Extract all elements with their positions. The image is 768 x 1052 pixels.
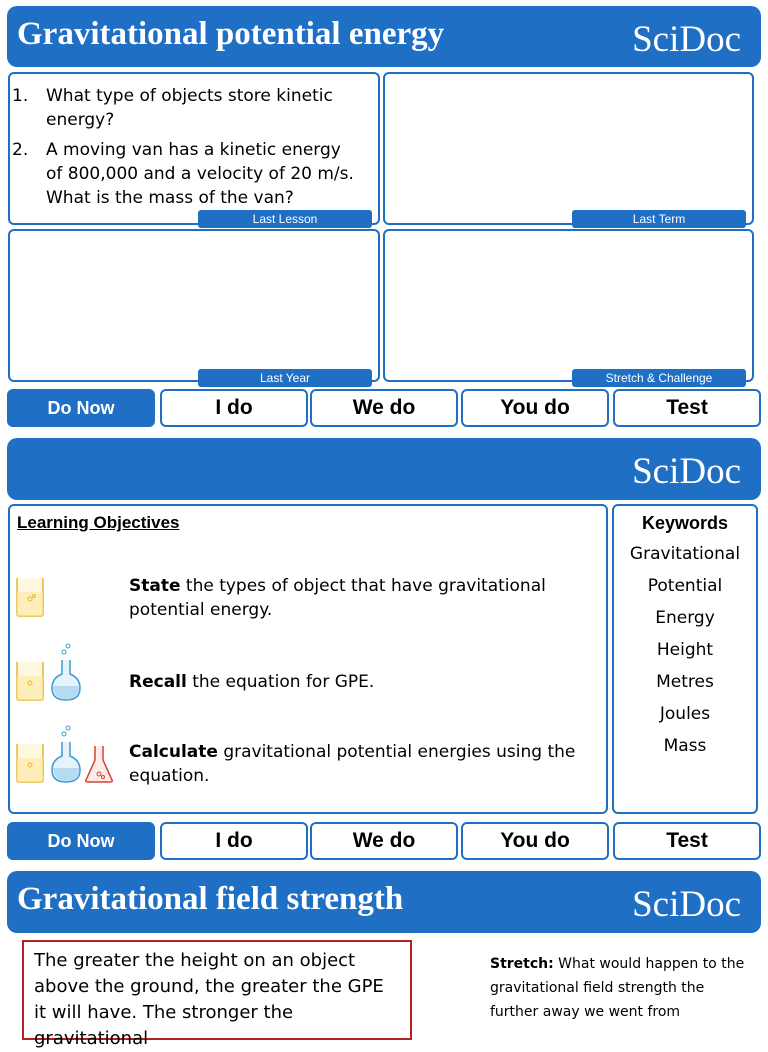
nav-you-do[interactable]: You do bbox=[461, 822, 609, 860]
learning-objectives-title: Learning Objectives bbox=[17, 513, 180, 532]
question-text: A moving van has a kinetic energy of 800,000 and a velocity of 20 m/s. What is the mass of the van? bbox=[46, 140, 354, 208]
nav-we-do[interactable]: We do bbox=[310, 822, 458, 860]
objective-verb: Calculate bbox=[129, 742, 218, 762]
beaker-icon bbox=[14, 574, 46, 618]
box-last-year bbox=[8, 229, 380, 382]
keyword-item: Gravitational bbox=[629, 544, 741, 564]
nav-i-do[interactable]: I do bbox=[160, 822, 308, 860]
nav-you-do[interactable]: You do bbox=[461, 389, 609, 427]
box-stretch-challenge bbox=[383, 229, 754, 382]
explanation-box bbox=[22, 940, 412, 1049]
nav-we-do[interactable]: We do bbox=[310, 389, 458, 427]
keyword-item: Height bbox=[656, 640, 714, 660]
keyword-item: Metres bbox=[656, 672, 714, 692]
nav-do-now[interactable]: Do Now bbox=[7, 389, 155, 427]
tag-stretch-challenge: Stretch & Challenge bbox=[572, 369, 746, 387]
question-number: 2. bbox=[12, 140, 29, 160]
beaker-icon bbox=[14, 658, 46, 702]
nav-do-now[interactable]: Do Now bbox=[7, 822, 155, 860]
objective-verb: State bbox=[129, 576, 181, 596]
explanation-text: The greater the height on an object above the ground, the greater the GPE it will have. The stronger the gravitational bbox=[34, 950, 384, 1049]
slide3-title-banner bbox=[7, 871, 761, 933]
objective-text: gravitational potential energies using the equation. bbox=[129, 742, 576, 786]
slide1-title-banner bbox=[7, 6, 761, 67]
stretch-question bbox=[490, 952, 750, 1024]
slide3-title: Gravitational field strength bbox=[17, 881, 404, 917]
conical-flask-icon bbox=[84, 744, 114, 784]
keyword-item: Energy bbox=[655, 608, 715, 628]
round-flask-icon bbox=[48, 640, 84, 702]
question-text: What type of objects store kinetic energy? bbox=[46, 86, 333, 130]
nav-row-1 bbox=[7, 389, 761, 427]
tag-last-term: Last Term bbox=[572, 210, 746, 228]
objective-verb: Recall bbox=[129, 672, 187, 692]
keyword-item: Potential bbox=[647, 576, 723, 596]
round-flask-icon bbox=[48, 722, 84, 784]
nav-test[interactable]: Test bbox=[613, 389, 761, 427]
stretch-text: What would happen to the gravitational field strength the further away we went from bbox=[490, 956, 745, 1020]
slide1-title: Gravitational potential energy bbox=[17, 16, 445, 52]
objective-item bbox=[129, 670, 599, 694]
slide2-banner bbox=[7, 438, 761, 500]
tag-last-lesson: Last Lesson bbox=[198, 210, 372, 228]
slide2-brand: SciDoc bbox=[632, 451, 741, 492]
stretch-label: Stretch: bbox=[490, 956, 554, 972]
slide1-brand: SciDoc bbox=[632, 19, 741, 60]
question-number: 1. bbox=[12, 86, 29, 106]
slide3-brand: SciDoc bbox=[632, 884, 741, 925]
question-list bbox=[12, 84, 362, 216]
keyword-item: Mass bbox=[663, 736, 707, 756]
objective-text: the types of object that have gravitational potential energy. bbox=[129, 576, 546, 620]
objective-text: the equation for GPE. bbox=[186, 672, 375, 692]
box-last-term bbox=[383, 72, 754, 225]
objective-item bbox=[129, 740, 599, 788]
objective-item bbox=[129, 574, 599, 622]
tag-last-year: Last Year bbox=[198, 369, 372, 387]
keywords-title: Keywords bbox=[641, 513, 729, 533]
keyword-item: Joules bbox=[659, 704, 711, 724]
nav-i-do[interactable]: I do bbox=[160, 389, 308, 427]
nav-row-2 bbox=[7, 822, 761, 860]
question-item bbox=[12, 138, 362, 210]
question-item bbox=[12, 84, 362, 132]
nav-test[interactable]: Test bbox=[613, 822, 761, 860]
beaker-icon bbox=[14, 740, 46, 784]
